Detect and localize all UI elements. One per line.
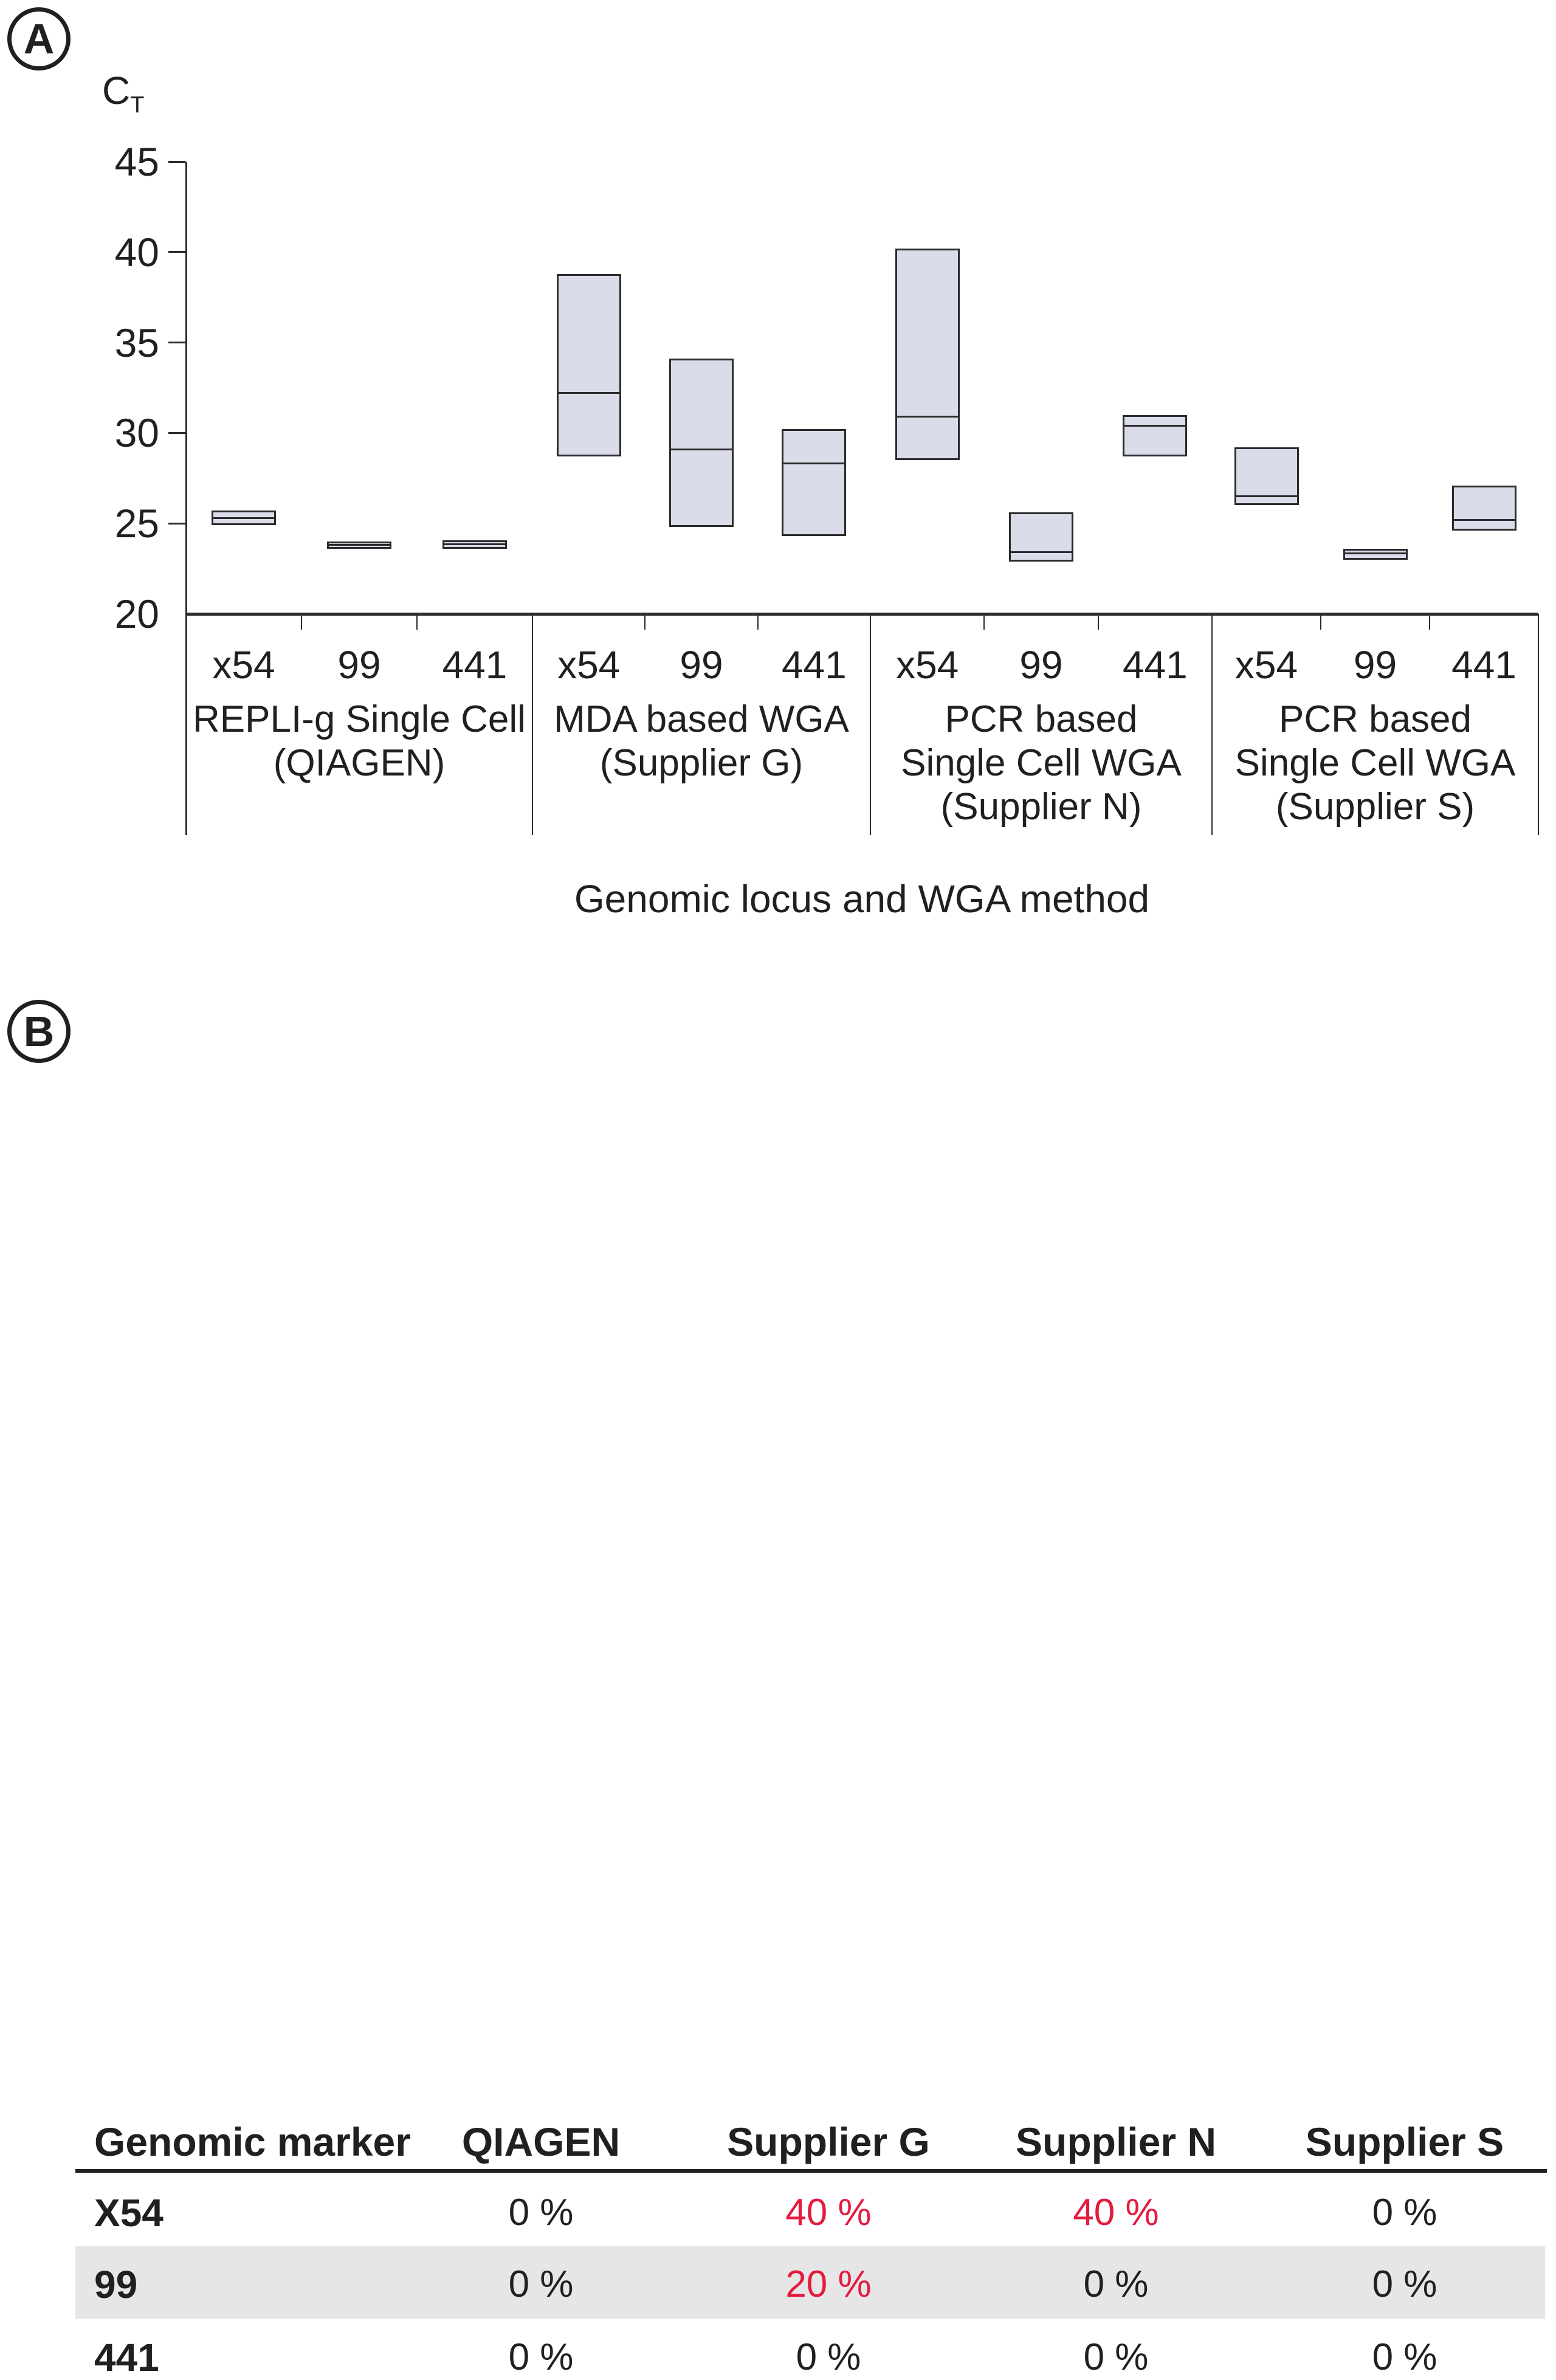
table-header-qiagen: QIAGEN (461, 2119, 621, 2164)
table-cell-99-col3: 0 % (1083, 2263, 1149, 2305)
group-label-line: Single Cell WGA (1234, 742, 1516, 784)
y-tick-label-25: 25 (114, 501, 159, 546)
locus-label-x54-g4: x54 (1234, 643, 1298, 687)
x-axis-title: Genomic locus and WGA method (574, 877, 1150, 921)
range-box-pcrbasedsinglecellwgasuppliers-441 (1452, 486, 1516, 531)
table-header-supplier-g: Supplier G (727, 2119, 930, 2164)
range-box-pcrbasedsinglecellwgasuppliern-441 (1123, 415, 1187, 456)
locus-tick (644, 614, 645, 630)
group-label-line: REPLI-g Single Cell (193, 698, 526, 740)
locus-label-441-g1: 441 (442, 643, 508, 687)
y-tick-label-20: 20 (114, 591, 159, 636)
median-line-99-g3 (1009, 551, 1073, 553)
locus-label-441-g2: 441 (781, 643, 847, 687)
range-box-pcrbasedsinglecellwgasuppliern-99 (1009, 512, 1073, 561)
median-line-441-g2 (782, 463, 846, 464)
table-cell-441-col1: 0 % (508, 2336, 574, 2378)
locus-label-x54-g1: x54 (212, 643, 275, 687)
locus-label-441-g3: 441 (1122, 643, 1188, 687)
range-box-pcrbasedsinglecellwgasuppliern-x54 (895, 249, 960, 460)
y-tick-45 (168, 161, 185, 163)
panel-a-letter: A (23, 15, 55, 63)
dropout-table (0, 1033, 1556, 2379)
table-row-marker-441: 441 (94, 2336, 159, 2379)
table-cell-x54-col1: 0 % (508, 2192, 574, 2234)
table-header-supplier-s: Supplier S (1305, 2119, 1504, 2164)
table-cell-441-col2: 0 % (796, 2336, 861, 2378)
median-line-441-g3 (1123, 425, 1187, 427)
group-label-line: PCR based (945, 698, 1138, 740)
range-box-mdabasedwgasupplierg-99 (669, 359, 734, 527)
locus-tick (1320, 614, 1321, 630)
locus-label-x54-g3: x54 (896, 643, 959, 687)
locus-tick (1429, 614, 1430, 630)
y-tick-30 (168, 432, 185, 434)
median-line-x54-g4 (1234, 495, 1299, 497)
group-label-line: PCR based (1278, 698, 1472, 740)
locus-tick (301, 614, 302, 630)
group-label-line: Single Cell WGA (901, 742, 1182, 784)
median-line-x54-g3 (895, 416, 960, 418)
median-line-99-g2 (669, 449, 734, 450)
y-tick-label-40: 40 (114, 229, 159, 275)
panel-b-letter: B (23, 1008, 55, 1055)
y-tick-label-30: 30 (114, 410, 159, 456)
median-line-441-g1 (442, 543, 507, 545)
median-line-x54-g2 (557, 392, 621, 394)
range-box-mdabasedwgasupplierg-x54 (557, 274, 621, 457)
locus-tick (416, 614, 418, 630)
table-cell-99-col4: 0 % (1372, 2263, 1437, 2305)
median-line-441-g4 (1452, 519, 1516, 521)
table-row-marker-99: 99 (94, 2263, 138, 2306)
table-header-supplier-n: Supplier N (1015, 2119, 1217, 2164)
locus-label-99-g4: 99 (1353, 643, 1397, 687)
table-cell-x54-col2: 40 % (785, 2192, 872, 2234)
table-cell-441-col3: 0 % (1083, 2336, 1149, 2378)
median-line-x54-g1 (212, 517, 276, 519)
locus-tick (1098, 614, 1099, 630)
group-label-line: (Supplier N) (940, 786, 1142, 828)
ct-range-chart (0, 0, 1556, 948)
y-tick-label-35: 35 (114, 320, 159, 365)
table-cell-99-col2: 20 % (785, 2263, 872, 2305)
group-label-line: MDA based WGA (554, 698, 849, 740)
table-cell-99-col1: 0 % (508, 2263, 574, 2305)
table-cell-x54-col3: 40 % (1073, 2192, 1159, 2234)
group-label-line: (QIAGEN) (273, 742, 446, 784)
locus-label-99-g1: 99 (337, 643, 381, 687)
table-cell-x54-col4: 0 % (1372, 2192, 1437, 2234)
group-label-line: (Supplier S) (1275, 786, 1475, 828)
median-line-99-g4 (1343, 552, 1408, 554)
table-row-marker-x54: X54 (94, 2191, 164, 2235)
locus-label-99-g2: 99 (680, 643, 723, 687)
y-axis-label-main: C (102, 69, 131, 112)
table-header-genomic-marker: Genomic marker (94, 2119, 411, 2164)
range-box-mdabasedwgasupplierg-441 (782, 429, 846, 536)
locus-tick (983, 614, 985, 630)
y-tick-label-45: 45 (114, 139, 159, 184)
group-label-line: (Supplier G) (599, 742, 804, 784)
locus-tick (757, 614, 759, 630)
x-axis-baseline (185, 613, 1538, 616)
locus-label-441-g4: 441 (1451, 643, 1516, 687)
table-header-rule (75, 2169, 1547, 2173)
median-line-99-g1 (327, 544, 391, 546)
table-cell-441-col4: 0 % (1372, 2336, 1437, 2378)
y-tick-25 (168, 523, 185, 524)
locus-label-99-g3: 99 (1019, 643, 1063, 687)
y-tick-40 (168, 251, 185, 253)
y-axis-label-subscript: T (130, 92, 145, 118)
y-tick-35 (168, 342, 185, 343)
locus-label-x54-g2: x54 (557, 643, 621, 687)
